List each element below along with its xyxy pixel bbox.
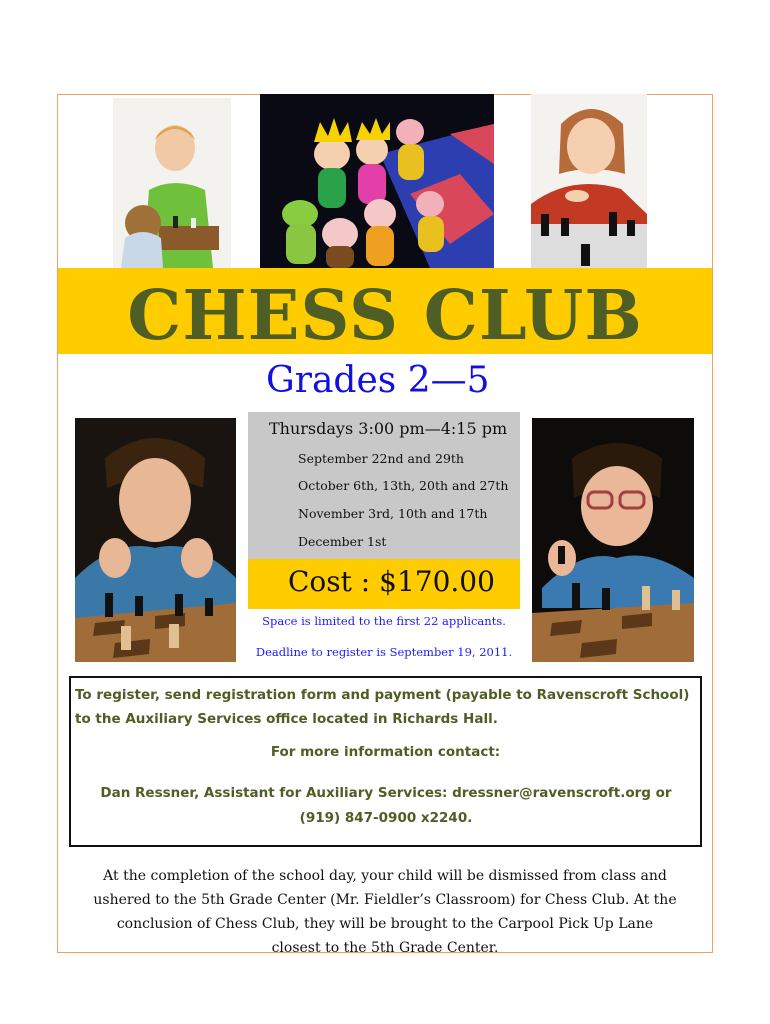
more-info-heading: For more information contact:	[270, 744, 501, 760]
photo-toy-chess-pieces	[260, 94, 494, 268]
photo-girl-playing-chess	[531, 94, 647, 268]
dismissal-paragraph: At the completion of the school day, your child will be dismissed from class and ushered to the 5th Grade Center (Mr. Fieldler’s Classroom) for Chess Club. At the conclusion of Chess Club, they will be brought to the Carpool Pick Up Lane closest to the 5th Grade Center.	[93, 868, 677, 956]
photo-boy-thinking	[75, 418, 236, 662]
schedule-date-october: October 6th, 13th, 20th and 27th	[298, 478, 509, 493]
registration-box	[69, 676, 702, 847]
page-title: CHESS CLUB	[127, 276, 643, 356]
cost-box	[248, 559, 520, 609]
deadline-note: Deadline to register is September 19, 2011.	[255, 645, 513, 659]
cost-label: Cost : $170.00	[288, 565, 495, 598]
contact-info: Dan Ressner, Assistant for Auxiliary Services: dressner@ravenscroft.org or (919) 847-0900 x2240.	[100, 785, 672, 826]
schedule-box	[248, 412, 520, 559]
title-banner	[58, 268, 712, 354]
schedule-date-september: September 22nd and 29th	[298, 451, 464, 466]
schedule-date-december: December 1st	[298, 534, 387, 549]
grades-heading: Grades 2—5	[266, 360, 490, 401]
registration-instructions: To register, send registration form and payment (payable to Ravenscroft School) to the Auxiliary Services office located in Richards Hall.	[75, 687, 690, 727]
space-limit-note: Space is limited to the first 22 applicants.	[262, 614, 506, 628]
photo-boy-with-glasses	[532, 418, 694, 662]
photo-boys-playing-chess	[113, 98, 231, 268]
schedule-time: Thursdays 3:00 pm—4:15 pm	[269, 419, 508, 438]
schedule-date-november: November 3rd, 10th and 17th	[298, 506, 488, 521]
